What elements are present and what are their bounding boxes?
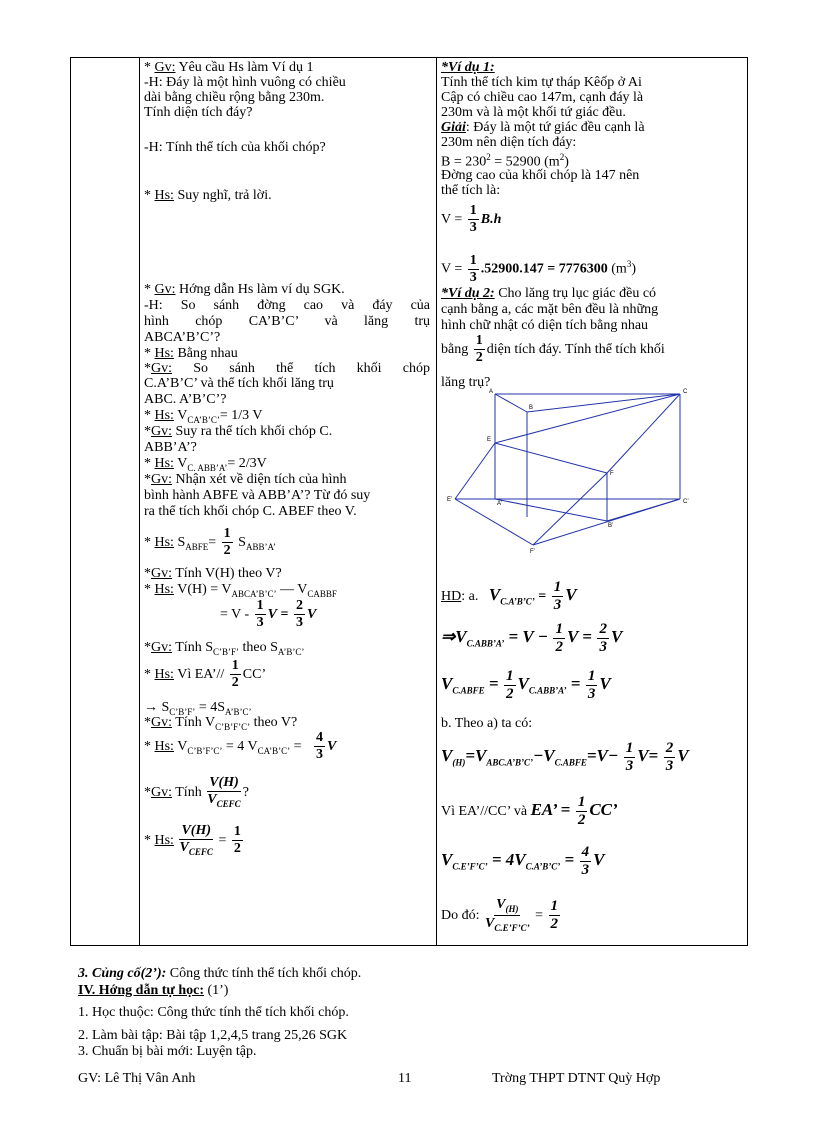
teacher-name: GV: Lê Thị Vân Anh <box>78 1071 196 1086</box>
arrow-right-icon: → <box>144 700 158 715</box>
svg-text:F: F <box>610 471 614 477</box>
svg-text:C: C <box>683 389 688 395</box>
svg-text:E: E <box>487 437 492 443</box>
page-number: 11 <box>398 1071 412 1086</box>
homework-item: 3. Chuẩn bị bài mới: Luyện tập. <box>78 1044 257 1059</box>
svg-text:B’: B’ <box>608 523 614 529</box>
self-study-heading: IV. Hớng dẫn tự học: (1’) <box>78 983 229 998</box>
svg-text:C’: C’ <box>683 499 689 505</box>
example-column: *Ví dụ 1: Tính thể tích kim tự tháp Kêốp ở Ai Cập có chiều cao 147m, cạnh đáy là 230m và là một khối tứ giác đều. Giải: Đáy là một tứ giác đều cạnh là 230m nên diện tích đáy: $B = 230^2 = 52900$ $(m^2)$ Đờng cao của khối chóp là 147 nên thể tích là: V = $\frac{1}{3}$ B.h V = $\frac{1}{3}$ .52900.147 = 7776300 $(m^3)$ *Ví dụ 2: Cho lăng trụ lục giác đều có cạnh bằng a, các mặt bên đều là những hình chữ nhật có diện tích bằng nhau bằng $\frac{1}{2}$ diện tích đáy. Tính thể tích khối lăng trụ? A B C E F E’ A’ C’ B’ F’ HD: a. $V_{C.A’B’C’}$ = $\frac{1}{3}$ V $\Rightarrow V_{C.ABB’A’} = V$ − $\frac{1}{2}$ V = $\frac{2}{3}$ V $V_{C.ABFE}$ = $\frac{1}{2}$ $V_{C.ABB’A’}$ = $\frac{1}{3}$ V b. Theo a) ta có: $V_{(H)}=V_{ABC.A’B’C’}-V_{C.ABFE}=V-$ $\frac{1}{3}$ V= $\frac{2}{3}$ V Vì EA’//CC’ và EA’ = $\frac{1}{2}$ CC’ $V_{C.E’F’C’} = 4V_{C.A’B’C’}$ = $\frac{4}{3}$ V Do đó: $\frac{V_{(H)}}{V_{C.E’F’C’}}$ = $\frac{1}{2}$ <box>437 60 747 945</box>
homework-item: 1. Học thuộc: Công thức tính thể tích khối chóp. <box>78 1005 349 1020</box>
consolidation-line: 3. Củng cố(2’): Công thức tính thể tích khối chóp. <box>78 966 362 981</box>
svg-text:F’: F’ <box>530 549 535 555</box>
svg-text:B: B <box>529 405 534 411</box>
homework-item: 2. Làm bài tập: Bài tập 1,2,4,5 trang 25,26 SGK <box>78 1028 348 1043</box>
school-name: Trờng THPT DTNT Quỳ Hợp <box>492 1071 661 1086</box>
fraction: $\frac{1}{2}$ <box>223 526 231 559</box>
hexagonal-prism-diagram <box>445 385 745 555</box>
svg-text:E’: E’ <box>447 497 453 503</box>
svg-text:A’: A’ <box>497 501 502 507</box>
svg-text:A: A <box>489 389 494 395</box>
teacher-student-column: * Gv: Yêu cầu Hs làm Ví dụ 1 -H: Đáy là một hình vuông có chiều dài bằng chiều rộng bằng 230m. Tính diện tích đáy? -H: Tính thể tích của khối chóp? * Hs: Suy nghĩ, trả lời. * Gv: Hớng dẫn Hs làm ví dụ SGK. -H: So sánh đờng cao và đáy của hình chóp CA’B’C’ và lăng trụ ABCA’B’C’? * Hs: Bằng nhau *Gv: So sánh thể tích khối chóp C.A’B’C’ và thể tích khối lăng trụ ABC. A’B’C’? * Hs: $V_{CA’B’C’}= 1/3$ V *Gv: Suy ra thể tích khối chóp C. ABB’A’? * Hs: $V_{C. ABB’A’}= 2/3V$ *Gv: Nhận xét về diện tích của hình bình hành ABFE và ABB’A’? Từ đó suy ra thể tích khối chóp C. ABEF theo V. * Hs: $S_{ABFE}=$ $\frac{1}{2}$ $S_{ABB’A’}$ *Gv: Tính V(H) theo V? * Hs: $V(H) = V_{ABCA’B’C’}$ — $V_{CABBF}$ = V - $\frac{1}{3}$ V = $\frac{2}{3}$ V *Gv: Tính $S_{C’B’F’}$ theo $S_{A’B’C’}$ * Hs: Vì EA’// $\frac{1}{2}$ CC’ → $S_{C’B’F’} = 4S_{A’B’C’}$ *Gv: Tính $V_{C’B’F’C’}$ theo V? * Hs: $V_{C’B’F’C’} = 4$ $V_{CA’B’C’}$ = $\frac{4}{3}$ V *Gv: Tính $\frac{V(H)}{V_{CEFC}}$ ? * Hs: $\frac{V(H)}{V_{CEFC}}$ = $\frac{1}{2}$ <box>144 60 431 858</box>
lesson-table <box>70 57 748 946</box>
